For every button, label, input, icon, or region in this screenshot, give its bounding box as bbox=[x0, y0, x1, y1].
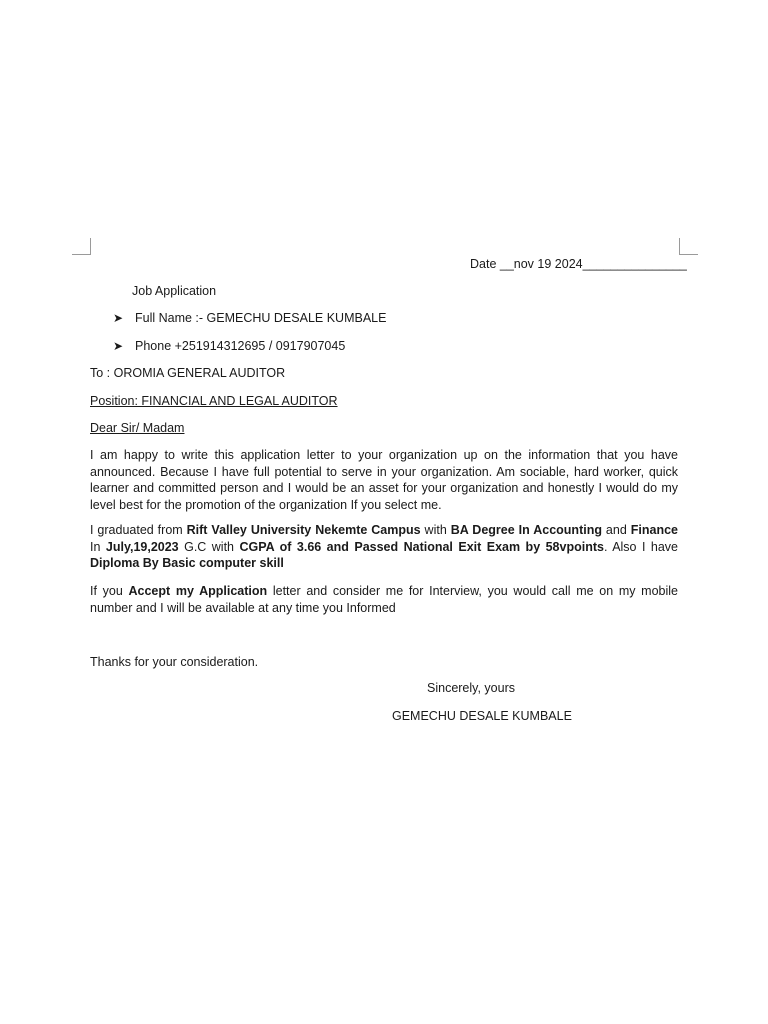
margin-corner-mark-left bbox=[72, 238, 91, 255]
text-run: letter and consider me for Interview, you would call me on my mobile number and I will be available at any time you Informed bbox=[90, 584, 678, 615]
bold-run: CGPA of 3.66 and Passed National Exit Exam by 58vpoints bbox=[239, 539, 604, 554]
bold-run: Finance bbox=[630, 523, 678, 537]
text-run: If you bbox=[90, 584, 129, 598]
bold-run: BA Degree In Accounting bbox=[450, 523, 602, 537]
bullet-phone bbox=[113, 338, 345, 354]
bold-run: Diploma By Basic computer skill bbox=[90, 556, 284, 570]
body-paragraph-2 bbox=[90, 522, 678, 572]
bold-run: Accept my Application bbox=[128, 584, 268, 598]
text-run: I graduated from bbox=[90, 523, 187, 537]
position-line: Position: FINANCIAL AND LEGAL AUDITOR bbox=[90, 394, 338, 408]
text-run: G.C with bbox=[178, 539, 240, 554]
body-paragraph-1: I am happy to write this application letter to your organization up on the information that you have announced. Because I have full potential to serve in your organization. Am sociable, hard worker, quick learner and committed person and I would be an asset for your organization and honestly I would do my level best for the promotion of the organization If you select me. bbox=[90, 448, 678, 512]
salutation: Dear Sir/ Madam bbox=[90, 421, 185, 435]
margin-corner-mark-right bbox=[679, 238, 698, 255]
text-run: . Also I have bbox=[603, 539, 678, 554]
full-name-text: Full Name :- GEMECHU DESALE KUMBALE bbox=[135, 311, 387, 325]
bullet-full-name bbox=[113, 310, 386, 326]
bold-run: July,19,2023 bbox=[105, 539, 179, 554]
date-line: Date __nov 19 2024_______________ bbox=[470, 257, 687, 271]
subject-line: Job Application bbox=[132, 284, 217, 298]
arrow-bullet-icon: ➤ bbox=[113, 311, 124, 325]
arrow-bullet-icon: ➤ bbox=[113, 339, 124, 353]
bold-run: Rift Valley University Nekemte Campus bbox=[186, 523, 421, 537]
closing-line: Sincerely, yours bbox=[427, 681, 515, 695]
signature-name: GEMECHU DESALE KUMBALE bbox=[392, 709, 572, 723]
phone-text: Phone +251914312695 / 0917907045 bbox=[135, 339, 346, 353]
text-run: with bbox=[420, 523, 451, 537]
thanks-line: Thanks for your consideration. bbox=[90, 655, 259, 669]
recipient-line: To : OROMIA GENERAL AUDITOR bbox=[90, 366, 286, 380]
text-run: and bbox=[601, 523, 631, 537]
text-run: In bbox=[90, 539, 106, 554]
body-paragraph-3 bbox=[90, 583, 678, 616]
